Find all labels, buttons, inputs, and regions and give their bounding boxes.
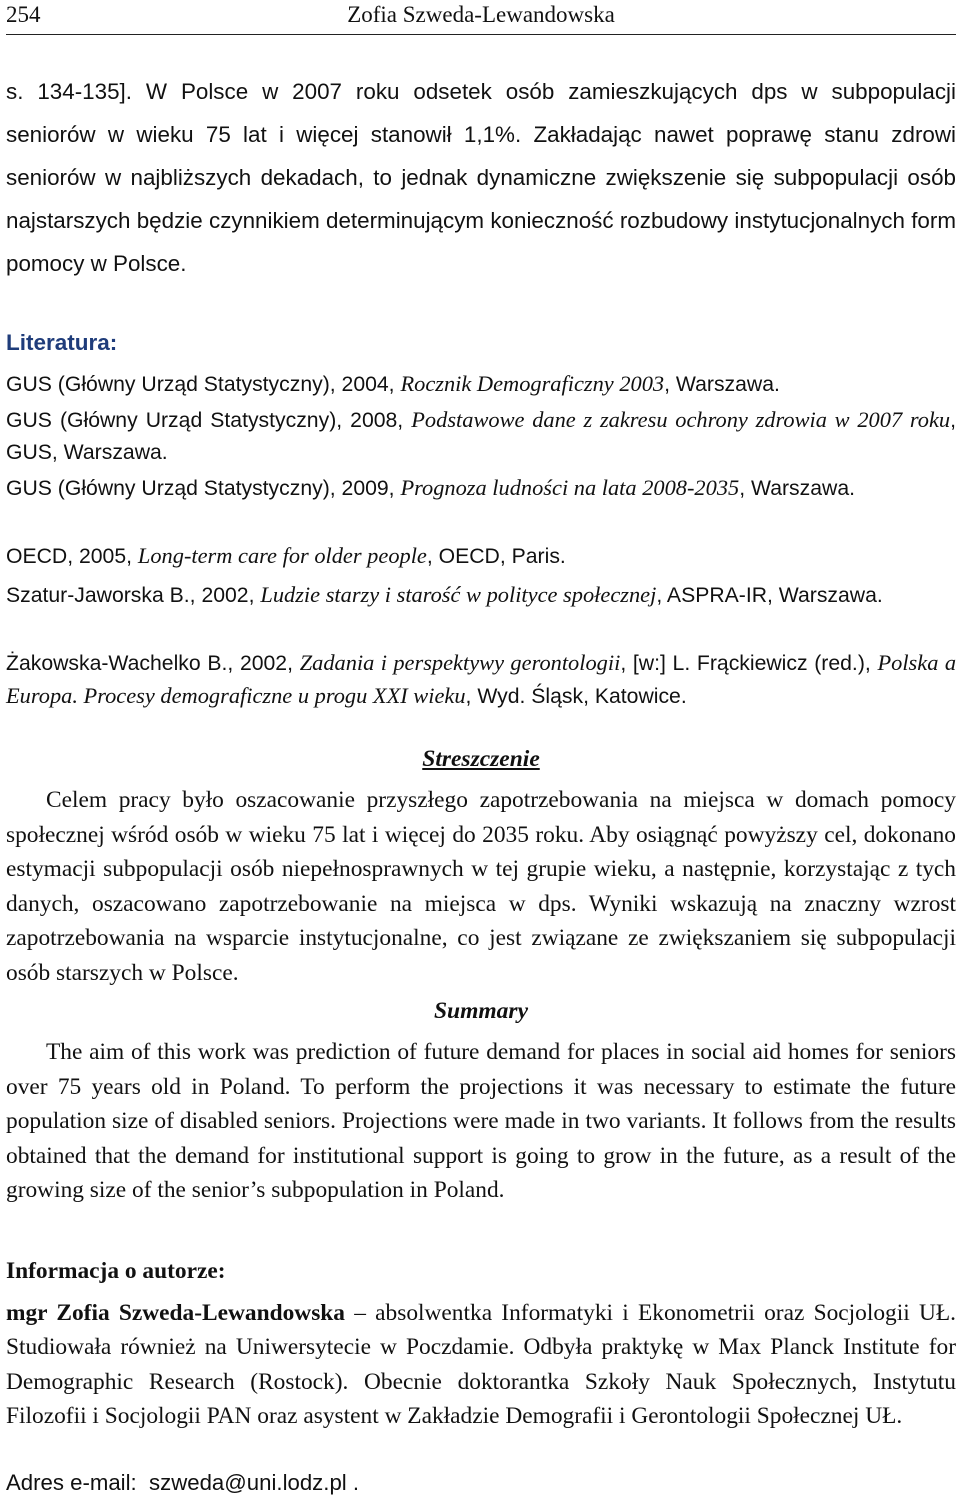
running-title: Zofia Szweda-Lewandowska — [347, 2, 615, 27]
reference-1-authors: GUS (Główny Urząd Statystyczny), 2004, — [6, 373, 401, 396]
streszczenie-heading-text: Streszczenie — [422, 746, 540, 772]
reference-4-publisher: , OECD, Paris. — [426, 545, 566, 568]
reference-6-title: Zadania i perspektywy gerontologii — [299, 650, 621, 675]
reference-4 — [6, 540, 956, 573]
author-bio: – absolwentka Informatyki i Ekonometrii oraz Socjologii UŁ. Studiowała również na Uniwersytecie w Poczdamie. Odbyła praktykę w Max Planck Institute for Demographic Research (Rostock). Obecnie doktorantka Szkoły Nauk Społecznych, Instytutu Filozofii i Socjologii PAN oraz asystent w Zakładzie Demografii i Gerontologii Społecznej UŁ. — [6, 1300, 956, 1430]
reference-6-book-title: Polska a Europa. Procesy demograficzne u progu XXI wieku — [6, 650, 957, 708]
reference-2-title: Podstawowe dane z zakresu ochrony zdrowia w 2007 roku — [411, 407, 951, 432]
reference-6-authors: Żakowska-Wachelko B., 2002, — [6, 652, 300, 675]
reference-5 — [6, 579, 956, 612]
reference-6-publisher: , Wyd. Śląsk, Katowice. — [465, 685, 687, 708]
reference-2-authors: GUS (Główny Urząd Statystyczny), 2008, — [6, 409, 412, 432]
reference-6-editor: , [w:] L. Frąckiewicz (red.), — [620, 652, 878, 675]
email-label: Adres e-mail: — [6, 1470, 137, 1495]
streszczenie-heading — [6, 746, 956, 773]
reference-5-title: Ludzie starzy i starość w polityce społecznej — [260, 582, 657, 607]
reference-3-publisher: , Warszawa. — [739, 477, 855, 500]
reference-1 — [6, 368, 956, 401]
summary-heading: Summary — [433, 998, 529, 1024]
reference-5-authors: Szatur-Jaworska B., 2002, — [6, 584, 261, 607]
summary-text: The aim of this work was prediction of future demand for places in social aid homes for seniors over 75 years old in Poland. To perform the projections it was necessary to estimate the future population size of disabled seniors. Projections were made in two variants. It follows from the results obtained that the demand for institutional support is going to grow in the future, as a result of the growing size of the senior’s subpopulation in Poland. — [6, 1039, 956, 1204]
reference-2 — [6, 404, 956, 469]
reference-4-authors: OECD, 2005, — [6, 545, 138, 568]
reference-3-title: Prognoza ludności na lata 2008-2035 — [400, 475, 740, 500]
running-header — [6, 0, 956, 35]
email-end: . — [346, 1470, 360, 1495]
streszczenie-text: Celem pracy było oszacowanie przyszłego zapotrzebowania na miejsca w domach pomocy społecznej wśród osób w wieku 75 lat i więcej do 2035 roku. Aby osiągnąć powyższy cel, dokonano estymacji subpopulacji osób niepełnosprawnych w tej grupie wieku, a następnie, korzystając z tych danych, oszacowano zapotrzebowanie na miejsca w dps. Wyniki wskazują na znaczny wzrost zapotrzebowania na wsparcie instytucjonalne, co jest związane ze zwiększaniem się subpopulacji osób starszych w Polsce. — [6, 787, 956, 986]
author-info-text — [6, 1296, 956, 1434]
reference-1-publisher: , Warszawa. — [664, 373, 780, 396]
reference-3 — [6, 472, 956, 505]
email-address[interactable]: szweda@uni.lodz.pl — [149, 1470, 347, 1495]
email-line — [6, 1470, 956, 1496]
intro-paragraph: s. 134-135]. W Polsce w 2007 roku odsetek osób zamieszkujących dps w subpopulacji seniorów w wieku 75 lat i więcej stanowił 1,1%. Zakładając nawet poprawę stanu zdrowi seniorów w najbliższych dekadach, to jednak dynamiczne zwiększenie się subpopulacji osób najstarszych będzie czynnikiem determinującym konieczność rozbudowy instytucjonalnych form pomocy w Polsce. — [6, 79, 956, 276]
author-info-heading: Informacja o autorze: — [6, 1258, 226, 1284]
reference-1-title: Rocznik Demograficzny 2003 — [400, 371, 665, 396]
reference-2-publisher: , GUS, Warszawa. — [6, 409, 956, 464]
literature-heading: Literatura: — [6, 330, 118, 355]
reference-6 — [6, 647, 956, 713]
reference-3-authors: GUS (Główny Urząd Statystyczny), 2009, — [6, 477, 401, 500]
page-number: 254 — [6, 2, 41, 27]
reference-5-publisher: , ASPRA-IR, Warszawa. — [656, 584, 883, 607]
reference-4-title: Long-term care for older people — [137, 543, 427, 568]
author-name: mgr Zofia Szweda-Lewandowska — [6, 1300, 346, 1326]
